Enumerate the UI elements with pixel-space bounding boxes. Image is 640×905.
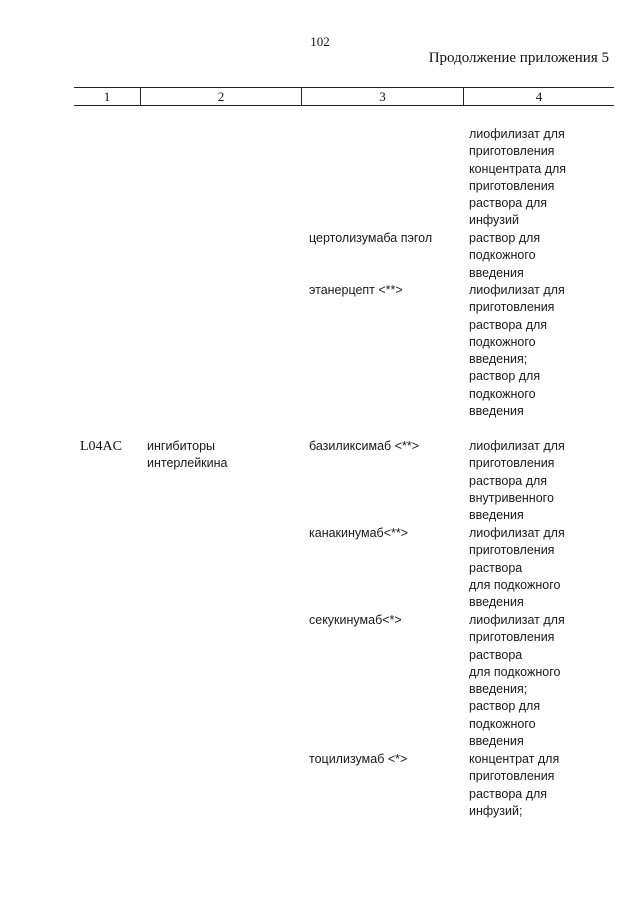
group-name-line: интерлейкина	[147, 456, 228, 471]
form-line: приготовления	[469, 300, 555, 315]
form-line: инфузий;	[469, 803, 523, 818]
form-line: введения;	[469, 352, 528, 367]
form-line: для подкожного	[469, 577, 561, 592]
form-line: раствор для	[469, 699, 541, 714]
form-line: введения	[469, 508, 524, 523]
form-line: лиофилизат для	[469, 283, 565, 297]
form-line: лиофилизат для	[469, 526, 565, 540]
table-header-row	[74, 87, 614, 106]
header-cell-2: 2	[141, 88, 302, 105]
form-line: раствор для	[469, 369, 541, 384]
drug-dosage-form	[469, 525, 565, 611]
form-line: подкожного	[469, 716, 536, 731]
form-line: подкожного	[469, 334, 536, 349]
page-number: 102	[310, 34, 330, 49]
drug-name: цертолизумаба пэгол	[309, 231, 433, 245]
form-line: лиофилизат для	[469, 439, 565, 453]
drug-dosage-form	[469, 230, 540, 282]
header-cell-3: 3	[302, 88, 464, 105]
drug-name: этанерцепт <**>	[309, 283, 403, 297]
drug-dosage-form	[469, 751, 559, 820]
form-line: концентрат для	[469, 752, 560, 766]
form-line: раствора	[469, 647, 523, 662]
header-cell-4: 4	[535, 89, 543, 104]
form-line: приготовления	[469, 144, 555, 159]
form-line: введения	[469, 265, 524, 280]
drug-dosage-form	[469, 438, 565, 524]
group-name	[147, 438, 227, 473]
form-line: лиофилизат для	[469, 127, 565, 141]
form-line: приготовления	[469, 178, 555, 193]
form-line: приготовления	[469, 543, 555, 558]
drug-name: тоцилизумаб <*>	[309, 752, 408, 766]
atc-code: L04AC	[80, 439, 122, 454]
form-line: введения	[469, 404, 524, 419]
continuation-caption: Продолжение приложения 5	[428, 50, 609, 66]
group-name-line: ингибиторы	[147, 439, 216, 453]
drug-dosage-form	[469, 612, 565, 750]
drug-dosage-form	[469, 282, 565, 420]
form-line: раствора для	[469, 196, 548, 211]
form-line: лиофилизат для	[469, 613, 565, 627]
form-line: раствора для	[469, 473, 548, 488]
header-cell-1: 1	[74, 88, 141, 105]
form-line: для подкожного	[469, 664, 561, 679]
form-line: подкожного	[469, 248, 536, 263]
continued-dosage-form	[469, 126, 566, 230]
form-line: раствора для	[469, 786, 548, 801]
drug-name: канакинумаб<**>	[309, 526, 409, 540]
form-line: подкожного	[469, 386, 536, 401]
form-line: раствора	[469, 560, 523, 575]
form-line: раствор для	[469, 231, 541, 245]
form-line: приготовления	[469, 630, 555, 645]
drug-name: секукинумаб<*>	[309, 613, 402, 627]
form-line: введения	[469, 734, 524, 749]
form-line: введения	[469, 595, 524, 610]
form-line: внутривенного	[469, 490, 554, 505]
drug-name: базиликсимаб <**>	[309, 439, 420, 453]
form-line: инфузий	[469, 213, 519, 228]
form-line: приготовления	[469, 769, 555, 784]
form-line: приготовления	[469, 456, 555, 471]
form-line: введения;	[469, 682, 528, 697]
form-line: концентрата для	[469, 161, 567, 176]
form-line: раствора для	[469, 317, 548, 332]
